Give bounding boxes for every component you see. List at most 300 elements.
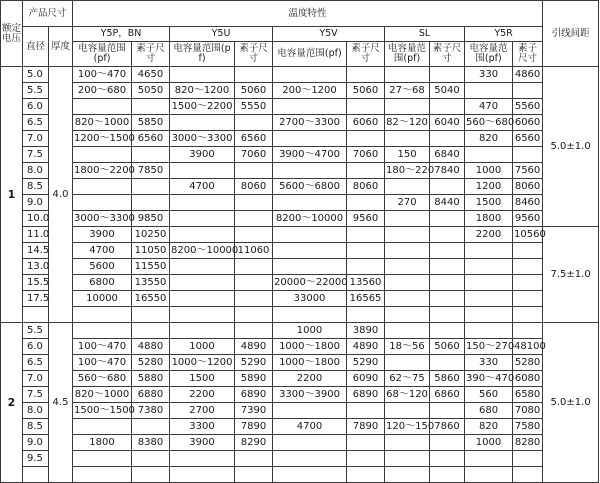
diameter-value: 11.0 [23, 227, 49, 243]
cap-range-cell: 200～1200 [273, 83, 347, 99]
element-size-cell: 3890 [347, 323, 385, 339]
cap-range-cell: 3900 [73, 227, 132, 243]
cap-range-cell: 150～270 [465, 339, 513, 355]
cap-range-cell: 1800 [465, 211, 513, 227]
table-row [1, 403, 599, 419]
element-size-cell: 7860 [430, 419, 465, 435]
element-size-cell [513, 451, 543, 467]
diameter-header: 直径 [23, 27, 49, 67]
rated-voltage-value: 2 [1, 323, 23, 483]
element-size-cell [513, 83, 543, 99]
cap-range-cell: 390～470 [465, 371, 513, 387]
element-size-header: 素子尺寸 [132, 42, 170, 67]
series-header: Y5P，BN [73, 27, 170, 42]
element-size-cell [430, 435, 465, 451]
cap-range-header: 电容量范围(pf) [273, 42, 347, 67]
cap-range-cell [385, 355, 430, 371]
element-size-cell [132, 467, 170, 483]
table-row [1, 83, 599, 99]
table-row [1, 291, 599, 307]
table-row [1, 419, 599, 435]
cap-range-cell [385, 307, 430, 323]
lead-spacing-value: 5.0±1.0 [543, 323, 599, 483]
cap-range-cell [465, 83, 513, 99]
cap-range-cell: 270 [385, 195, 430, 211]
element-size-cell [513, 323, 543, 339]
element-size-cell: 48100 [513, 339, 543, 355]
cap-range-cell: 330 [465, 355, 513, 371]
cap-range-cell [385, 67, 430, 83]
cap-range-cell: 180～220 [385, 163, 430, 179]
cap-range-cell: 120～150 [385, 419, 430, 435]
element-size-cell [513, 147, 543, 163]
cap-range-cell [170, 67, 235, 83]
table-row [1, 275, 599, 291]
table-row [1, 211, 599, 227]
cap-range-cell [170, 451, 235, 467]
cap-range-cell: 560～680 [73, 371, 132, 387]
diameter-value: 5.0 [23, 67, 49, 83]
diameter-value: 8.5 [23, 179, 49, 195]
element-size-cell [347, 163, 385, 179]
element-size-cell [430, 179, 465, 195]
cap-range-cell: 5600 [73, 259, 132, 275]
element-size-cell: 8460 [513, 195, 543, 211]
lead-spacing-value: 7.5±1.0 [543, 227, 599, 323]
cap-range-cell: 820～1000 [73, 387, 132, 403]
cap-range-cell: 1800～2200 [73, 163, 132, 179]
cap-range-cell: 27～68 [385, 83, 430, 99]
element-size-cell: 5040 [430, 83, 465, 99]
element-size-cell: 9560 [513, 211, 543, 227]
element-size-cell: 6560 [513, 131, 543, 147]
cap-range-cell [273, 163, 347, 179]
element-size-cell: 16550 [132, 291, 170, 307]
element-size-cell [235, 227, 273, 243]
element-size-cell: 9850 [132, 211, 170, 227]
element-size-cell [132, 147, 170, 163]
element-size-header: 素子尺寸 [235, 42, 273, 67]
element-size-cell: 8440 [430, 195, 465, 211]
element-size-cell [513, 275, 543, 291]
element-size-cell: 6040 [430, 115, 465, 131]
cap-range-cell [273, 451, 347, 467]
cap-range-cell [273, 67, 347, 83]
element-size-cell: 7080 [513, 403, 543, 419]
element-size-cell: 7560 [513, 163, 543, 179]
cap-range-cell: 330 [465, 67, 513, 83]
element-size-cell [235, 195, 273, 211]
cap-range-cell: 62～75 [385, 371, 430, 387]
thickness-value: 4.5 [49, 323, 73, 483]
cap-range-cell [385, 227, 430, 243]
cap-range-cell: 200～680 [73, 83, 132, 99]
cap-range-cell [73, 323, 132, 339]
table-row [1, 435, 599, 451]
diameter-value: 7.0 [23, 131, 49, 147]
diameter-value: 8.0 [23, 163, 49, 179]
element-size-cell: 5560 [513, 99, 543, 115]
table-row [1, 99, 599, 115]
element-size-cell [347, 467, 385, 483]
element-size-cell: 5860 [430, 371, 465, 387]
cap-range-cell: 560 [465, 387, 513, 403]
diameter-value: 9.5 [23, 451, 49, 467]
element-size-cell: 5050 [132, 83, 170, 99]
element-size-cell: 5550 [235, 99, 273, 115]
element-size-cell [430, 67, 465, 83]
diameter-value: 7.5 [23, 387, 49, 403]
element-size-cell [513, 259, 543, 275]
element-size-cell: 5880 [132, 371, 170, 387]
cap-range-cell: 20000～22000 [273, 275, 347, 291]
element-size-cell [132, 99, 170, 115]
element-size-cell [235, 211, 273, 227]
diameter-value: 6.5 [23, 355, 49, 371]
cap-range-cell [385, 259, 430, 275]
element-size-cell: 6840 [430, 147, 465, 163]
element-size-header: 素子尺寸 [430, 42, 465, 67]
table-row [1, 163, 599, 179]
element-size-cell: 11050 [132, 243, 170, 259]
cap-range-cell: 8200～10000 [273, 211, 347, 227]
element-size-cell [513, 243, 543, 259]
element-size-cell: 7390 [235, 403, 273, 419]
element-size-cell: 6580 [513, 387, 543, 403]
table-row [1, 371, 599, 387]
element-size-cell [235, 67, 273, 83]
cap-range-cell [273, 403, 347, 419]
cap-range-cell: 820 [465, 131, 513, 147]
cap-range-cell: 820～1000 [73, 115, 132, 131]
element-size-cell [132, 419, 170, 435]
rated-voltage-value: 1 [1, 67, 23, 323]
cap-range-cell: 1000 [273, 323, 347, 339]
element-size-cell [347, 451, 385, 467]
thickness-value: 4.0 [49, 67, 73, 323]
element-size-cell: 5280 [132, 355, 170, 371]
cap-range-cell [170, 307, 235, 323]
diameter-value: 5.5 [23, 83, 49, 99]
element-size-cell [513, 467, 543, 483]
cap-range-cell [385, 323, 430, 339]
element-size-cell [347, 403, 385, 419]
element-size-cell [347, 259, 385, 275]
element-size-cell [430, 131, 465, 147]
element-size-cell [430, 403, 465, 419]
cap-range-cell: 1000 [170, 339, 235, 355]
element-size-cell [430, 355, 465, 371]
diameter-value [23, 307, 49, 323]
lead-spacing-value: 5.0±1.0 [543, 67, 599, 227]
cap-range-cell [73, 147, 132, 163]
element-size-cell [430, 307, 465, 323]
cap-range-cell [170, 275, 235, 291]
diameter-value: 10.0 [23, 211, 49, 227]
table-row [1, 179, 599, 195]
rated-voltage-header: 额定电压 [1, 1, 23, 67]
diameter-value: 8.0 [23, 403, 49, 419]
element-size-cell: 5280 [513, 355, 543, 371]
element-size-cell [430, 451, 465, 467]
table-row [1, 307, 599, 323]
table-row [1, 323, 599, 339]
element-size-cell [132, 451, 170, 467]
series-header: Y5U [170, 27, 273, 42]
cap-range-cell [170, 467, 235, 483]
cap-range-cell: 10000 [73, 291, 132, 307]
cap-range-cell [465, 275, 513, 291]
diameter-value: 6.0 [23, 339, 49, 355]
element-size-cell: 5890 [235, 371, 273, 387]
element-size-cell: 5290 [347, 355, 385, 371]
element-size-cell [132, 323, 170, 339]
cap-range-cell: 1500 [465, 195, 513, 211]
cap-range-header: 电容量范围(pf) [170, 42, 235, 67]
table-row [1, 467, 599, 483]
header-row-2 [1, 27, 599, 42]
cap-range-cell [170, 195, 235, 211]
cap-range-cell [385, 211, 430, 227]
element-size-cell: 7850 [132, 163, 170, 179]
diameter-value: 6.0 [23, 99, 49, 115]
element-size-cell [235, 259, 273, 275]
cap-range-cell: 18～56 [385, 339, 430, 355]
cap-range-cell [385, 403, 430, 419]
cap-range-cell [170, 259, 235, 275]
element-size-cell: 6060 [347, 115, 385, 131]
table-row [1, 355, 599, 371]
element-size-cell: 4860 [513, 67, 543, 83]
element-size-cell: 10250 [132, 227, 170, 243]
element-size-cell: 6890 [347, 387, 385, 403]
element-size-cell [430, 467, 465, 483]
cap-range-cell: 100～470 [73, 355, 132, 371]
element-size-cell: 8060 [235, 179, 273, 195]
cap-range-cell [385, 275, 430, 291]
series-header: Y5V [273, 27, 385, 42]
cap-range-cell [465, 147, 513, 163]
diameter-value: 7.5 [23, 147, 49, 163]
cap-range-cell [73, 451, 132, 467]
element-size-cell: 8290 [235, 435, 273, 451]
table-row [1, 243, 599, 259]
cap-range-cell [385, 435, 430, 451]
element-size-cell [235, 451, 273, 467]
element-size-cell [235, 115, 273, 131]
element-size-cell: 7890 [235, 419, 273, 435]
cap-range-cell: 68～120 [385, 387, 430, 403]
element-size-cell: 4880 [132, 339, 170, 355]
series-header: SL [385, 27, 465, 42]
table-row [1, 115, 599, 131]
cap-range-cell [170, 115, 235, 131]
table-row [1, 131, 599, 147]
element-size-cell [235, 323, 273, 339]
element-size-cell: 4650 [132, 67, 170, 83]
cap-range-cell [385, 467, 430, 483]
element-size-cell: 4890 [235, 339, 273, 355]
table-row [1, 67, 599, 83]
element-size-cell: 16565 [347, 291, 385, 307]
header-row-1 [1, 1, 599, 27]
cap-range-cell: 1000 [465, 163, 513, 179]
table-row [1, 195, 599, 211]
diameter-value: 9.0 [23, 435, 49, 451]
element-size-cell [235, 275, 273, 291]
cap-range-cell [385, 99, 430, 115]
cap-range-cell: 3300～3900 [273, 387, 347, 403]
diameter-value: 13.0 [23, 259, 49, 275]
lead-spacing-header: 引线间距 [543, 1, 599, 67]
element-size-cell: 5060 [235, 83, 273, 99]
diameter-value [23, 467, 49, 483]
element-size-cell: 7580 [513, 419, 543, 435]
element-size-cell [347, 307, 385, 323]
element-size-cell: 7060 [235, 147, 273, 163]
cap-range-cell [385, 179, 430, 195]
cap-range-cell [273, 307, 347, 323]
element-size-cell [132, 307, 170, 323]
cap-range-cell [170, 211, 235, 227]
diameter-value: 14.5 [23, 243, 49, 259]
cap-range-cell: 4700 [73, 243, 132, 259]
element-size-cell [430, 243, 465, 259]
diameter-value: 8.5 [23, 419, 49, 435]
cap-range-cell: 680 [465, 403, 513, 419]
element-size-cell: 13550 [132, 275, 170, 291]
element-size-cell: 6560 [235, 131, 273, 147]
cap-range-cell [73, 307, 132, 323]
cap-range-cell [273, 467, 347, 483]
cap-range-cell: 3000～3300 [170, 131, 235, 147]
cap-range-cell [170, 291, 235, 307]
cap-range-cell: 820 [465, 419, 513, 435]
cap-range-cell: 1000 [465, 435, 513, 451]
element-size-cell [235, 163, 273, 179]
element-size-cell [347, 67, 385, 83]
diameter-value: 15.5 [23, 275, 49, 291]
cap-range-cell [170, 163, 235, 179]
element-size-cell: 5850 [132, 115, 170, 131]
cap-range-cell: 4700 [273, 419, 347, 435]
cap-range-cell [73, 467, 132, 483]
element-size-cell [132, 195, 170, 211]
cap-range-cell: 1500～1500 [73, 403, 132, 419]
element-size-cell [430, 211, 465, 227]
cap-range-cell: 4700 [170, 179, 235, 195]
cap-range-cell [385, 243, 430, 259]
cap-range-cell: 1000～1800 [273, 339, 347, 355]
cap-range-cell: 1000～1800 [273, 355, 347, 371]
element-size-cell [347, 195, 385, 211]
element-size-cell [513, 307, 543, 323]
cap-range-cell: 100～470 [73, 339, 132, 355]
cap-range-cell [385, 451, 430, 467]
element-size-cell [347, 99, 385, 115]
table-row [1, 227, 599, 243]
cap-range-cell [273, 227, 347, 243]
element-size-cell: 6080 [513, 371, 543, 387]
table-row [1, 147, 599, 163]
product-size-header: 产品尺寸 [23, 1, 73, 27]
element-size-cell: 7380 [132, 403, 170, 419]
cap-range-cell: 1500～2200 [170, 99, 235, 115]
diameter-value: 9.0 [23, 195, 49, 211]
cap-range-cell: 33000 [273, 291, 347, 307]
cap-range-cell: 470 [465, 99, 513, 115]
element-size-cell [132, 179, 170, 195]
cap-range-cell: 100～470 [73, 67, 132, 83]
cap-range-cell [170, 323, 235, 339]
element-size-cell: 6890 [235, 387, 273, 403]
cap-range-cell: 2200 [273, 371, 347, 387]
element-size-cell [430, 259, 465, 275]
element-size-cell: 11550 [132, 259, 170, 275]
cap-range-header: 电容量范围(pf) [465, 42, 513, 67]
table-row [1, 259, 599, 275]
element-size-cell [347, 435, 385, 451]
cap-range-cell [385, 291, 430, 307]
element-size-cell [430, 291, 465, 307]
element-size-cell: 8060 [513, 179, 543, 195]
element-size-cell: 9560 [347, 211, 385, 227]
element-size-cell: 13560 [347, 275, 385, 291]
cap-range-cell [465, 323, 513, 339]
table-row [1, 451, 599, 467]
diameter-value: 7.0 [23, 371, 49, 387]
element-size-cell [430, 275, 465, 291]
element-size-cell [513, 291, 543, 307]
cap-range-cell: 150 [385, 147, 430, 163]
element-size-cell: 8060 [347, 179, 385, 195]
element-size-cell [347, 131, 385, 147]
cap-range-cell: 1800 [73, 435, 132, 451]
cap-range-cell: 820～1200 [170, 83, 235, 99]
cap-range-cell [73, 99, 132, 115]
cap-range-cell [73, 419, 132, 435]
element-size-cell [235, 291, 273, 307]
element-size-cell: 7840 [430, 163, 465, 179]
cap-range-cell: 2700 [170, 403, 235, 419]
element-size-cell [235, 467, 273, 483]
cap-range-cell [465, 467, 513, 483]
element-size-cell: 6090 [347, 371, 385, 387]
element-size-cell [347, 227, 385, 243]
cap-range-cell: 2700～3300 [273, 115, 347, 131]
element-size-cell: 11060 [235, 243, 273, 259]
cap-range-cell: 3300 [170, 419, 235, 435]
element-size-cell: 6060 [513, 115, 543, 131]
cap-range-cell [465, 451, 513, 467]
cap-range-cell [465, 259, 513, 275]
element-size-cell: 5060 [430, 339, 465, 355]
cap-range-cell: 2200 [170, 387, 235, 403]
element-size-header: 素子尺寸 [347, 42, 385, 67]
cap-range-cell [465, 291, 513, 307]
element-size-header: 素子尺寸 [513, 42, 543, 67]
cap-range-cell: 8200～10000 [170, 243, 235, 259]
cap-range-cell: 1000～1200 [170, 355, 235, 371]
cap-range-cell: 1200～1500 [73, 131, 132, 147]
cap-range-cell: 3900～4700 [273, 147, 347, 163]
cap-range-cell: 5600～6800 [273, 179, 347, 195]
table-row [1, 387, 599, 403]
cap-range-cell [465, 307, 513, 323]
element-size-cell: 7060 [347, 147, 385, 163]
cap-range-cell [73, 195, 132, 211]
element-size-cell: 5060 [347, 83, 385, 99]
